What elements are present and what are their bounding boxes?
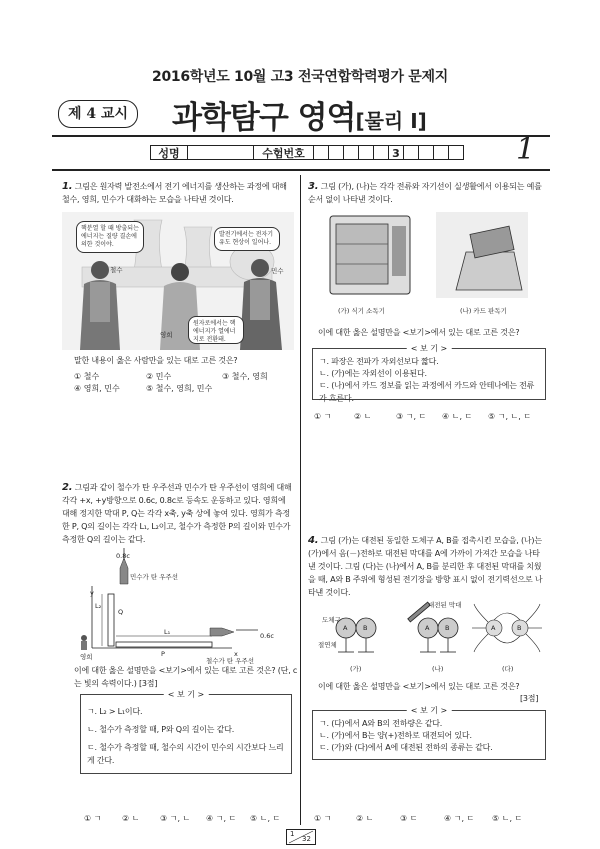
- q4-text: 그림 (가)는 대전된 동일한 도체구 A, B를 접촉시킨 모습을, (나)는 (가)에서 음(－)전하로 대전된 막대를 A에 가까이 가져간 모습을 나타낸 것이다. 그림 (다)는 (나)에서 A, B를 분리한 후 대전된 막대를 치웠을 때, A와 B 주위에 형성된 전기장을 방향 표시 없이 전기력선으로 나타낸 것이다.: [308, 536, 543, 597]
- card-reader-icon: [436, 212, 528, 298]
- name-field[interactable]: [188, 145, 254, 160]
- q3-bogi-title: < 보 기 >: [407, 343, 452, 354]
- label-insulator: 절연체: [318, 641, 337, 649]
- q2-text: 그림과 같이 철수가 탄 우주선과 민수가 탄 우주선이 영희에 대해 각각 +x, +y방향으로 0.6c, 0.8c로 등속도 운동하고 있다. 영희에 대해 정지한 막대 P, Q는 각각 x축, y축 상에 놓여 있다. 영희가 측정한 P, Q의 길이는 각각 L₁, L₂이고, 철수가 측정한 P의 길이와 민수가 측정한 Q의 길이는 같다.: [62, 483, 292, 544]
- q1-choice-2[interactable]: ② 민수: [146, 372, 172, 381]
- q3-number: 3.: [308, 181, 319, 192]
- header-rule: [52, 135, 550, 137]
- label-minsu-ship: 민수가 탄 우주선: [130, 573, 179, 581]
- exam-number-cell[interactable]: [329, 145, 344, 160]
- subject-name: 과학탐구 영역: [172, 100, 356, 136]
- fig-ga: [336, 618, 376, 652]
- q4-figure: [316, 600, 546, 660]
- q2-bogi-3: ㄷ. 철수가 측정할 때, 철수의 시간이 민수의 시간보다 느리게 간다.: [87, 743, 284, 765]
- label-younghee-q2: 영희: [80, 653, 93, 661]
- exam-number-cell[interactable]: [314, 145, 329, 160]
- q3-caption-a: (가) 식기 소독기: [338, 307, 385, 315]
- q1-bubble-left: 핵분열 할 때 방출되는 에너지는 질량 결손에 의한 것이야.: [76, 221, 144, 253]
- label-a-na: A: [425, 624, 430, 632]
- q2-choice-4[interactable]: ④ ㄱ, ㄷ: [206, 814, 237, 823]
- label-08c: 0.8c: [116, 552, 130, 560]
- q4-choice-1[interactable]: ① ㄱ: [314, 814, 332, 823]
- q4-bogi-1: ㄱ. (다)에서 A와 B의 전하량은 같다.: [319, 719, 443, 728]
- q1-stem: [62, 180, 294, 206]
- exam-number-cell[interactable]: [404, 145, 419, 160]
- q3-choice-3[interactable]: ③ ㄱ, ㄷ: [396, 412, 427, 421]
- rocket-minsu-icon: [120, 558, 128, 584]
- q3-stem: [308, 180, 544, 206]
- q3-caption-b: (나) 카드 판독기: [460, 307, 507, 315]
- exam-number-digit: 3: [389, 145, 404, 160]
- footer-page: 1: [290, 830, 295, 838]
- q4-question: 이에 대한 옳은 설명만을 <보기>에서 있는 대로 고른 것은?: [318, 682, 520, 691]
- q4-points: [3점]: [520, 694, 539, 703]
- q3-bogi-3: ㄷ. (나)에서 카드 정보를 읽는 과정에서 카드와 안테나에는 전류가 흐른다.: [319, 381, 535, 403]
- q2-bogi-1: ㄱ. L₂ > L₁이다.: [87, 707, 143, 716]
- q2-stem: [62, 481, 294, 546]
- q3-question: 이에 대한 옳은 설명만을 <보기>에서 있는 대로 고른 것은?: [318, 328, 520, 337]
- q2-choice-3[interactable]: ③ ㄱ, ㄴ: [160, 814, 191, 823]
- q1-text: 그림은 원자력 발전소에서 전기 에너지를 생산하는 과정에 대해 철수, 영희, 민수가 대화하는 모습을 나타낸 것이다.: [62, 182, 287, 204]
- q3-bogi-2: ㄴ. (가)에는 자외선이 이용된다.: [319, 369, 427, 378]
- q2-choice-2[interactable]: ② ㄴ: [122, 814, 140, 823]
- q3-choice-4[interactable]: ④ ㄴ, ㄷ: [442, 412, 473, 421]
- q4-choice-3[interactable]: ③ ㄷ: [400, 814, 418, 823]
- q4-number: 4.: [308, 535, 319, 546]
- q1-choice-5[interactable]: ⑤ 철수, 영희, 민수: [146, 384, 213, 393]
- exam-number-cell[interactable]: [419, 145, 434, 160]
- label-cheolsu: 철수: [110, 266, 123, 274]
- label-l1: L₁: [164, 628, 171, 636]
- label-a-ga: A: [343, 624, 348, 632]
- exam-number-cell[interactable]: [449, 145, 464, 160]
- q4-bogi-2: ㄴ. (가)에서 B는 양(+)전하로 대전되어 있다.: [319, 731, 472, 740]
- q1-bubble-right: 발전기에서는 전자기 유도 현상이 일어나.: [214, 227, 280, 251]
- label-rod: 대전된 막대: [428, 601, 462, 609]
- q1-choice-1[interactable]: ① 철수: [74, 372, 100, 381]
- q2-bogi-title: < 보 기 >: [164, 689, 209, 700]
- subject-sub: [물리 Ⅰ]: [355, 109, 427, 133]
- q4-choice-2[interactable]: ② ㄴ: [356, 814, 374, 823]
- q2-bogi-2: ㄴ. 철수가 측정할 때, P와 Q의 길이는 같다.: [87, 725, 235, 734]
- q3-bogi-1: ㄱ. 파장은 전파가 자외선보다 짧다.: [319, 357, 439, 366]
- exam-number-cell[interactable]: [359, 145, 374, 160]
- q1-bubble-middle: 원자로에서는 핵에너지가 열에너지로 전환돼.: [188, 316, 244, 344]
- q2-choice-5[interactable]: ⑤ ㄴ, ㄷ: [250, 814, 281, 823]
- label-a-da: A: [491, 624, 496, 632]
- exam-number-label: 수험번호: [254, 145, 314, 160]
- rocket-cheolsu-icon: [210, 628, 234, 636]
- q2-question: 이에 대한 옳은 설명만을 <보기>에서 있는 대로 고른 것은? (단, c는 빛의 속력이다.) [3점]: [74, 666, 298, 688]
- exam-info-row: [150, 145, 464, 162]
- person-younghee-small-icon: [81, 635, 87, 650]
- q4-bogi-3: ㄷ. (가)와 (다)에서 A에 대전된 전하의 종류는 같다.: [319, 743, 493, 752]
- label-younghee: 영희: [160, 331, 173, 339]
- subject-title: [172, 92, 427, 137]
- q2-number: 2.: [62, 482, 73, 493]
- label-06c: 0.6c: [260, 632, 274, 640]
- q1-choice-4[interactable]: ④ 영희, 민수: [74, 384, 120, 393]
- q3-choice-2[interactable]: ② ㄴ: [354, 412, 372, 421]
- q4-stem: [308, 534, 546, 599]
- label-conductor: 도체구: [322, 616, 341, 624]
- exam-title: 2016학년도 10월 고3 전국연합학력평가 문제지: [152, 69, 448, 85]
- page-number: 1: [516, 132, 536, 167]
- label-q: Q: [118, 608, 124, 616]
- exam-number-cell[interactable]: [344, 145, 359, 160]
- q4-caption-ga: (가): [350, 665, 362, 673]
- label-y: y: [90, 589, 94, 597]
- q3-choice-1[interactable]: ① ㄱ: [314, 412, 332, 421]
- q1-question: 말한 내용이 옳은 사람만을 있는 대로 고른 것은?: [74, 356, 238, 365]
- q4-caption-na: (나): [432, 665, 444, 673]
- q2-bogi-box: [80, 690, 292, 774]
- label-b-da: B: [517, 624, 522, 632]
- fig-na: [408, 602, 458, 652]
- q3-bogi-box: [312, 344, 546, 403]
- label-cheolsu-ship: 철수가 탄 우주선: [206, 657, 255, 665]
- q4-bogi-title: < 보 기 >: [407, 705, 452, 716]
- label-l2: L₂: [95, 602, 102, 610]
- q4-bogi-box: [312, 706, 546, 760]
- header-rule-bottom: [52, 169, 550, 171]
- label-b-ga: B: [363, 624, 368, 632]
- label-minsu: 민수: [271, 267, 284, 275]
- period-badge: 제 4 교시: [58, 100, 138, 128]
- q2-choice-1[interactable]: ① ㄱ: [84, 814, 102, 823]
- exam-number-cell[interactable]: [434, 145, 449, 160]
- q1-number: 1.: [62, 181, 73, 192]
- exam-number-cell[interactable]: [374, 145, 389, 160]
- q4-choice-5[interactable]: ⑤ ㄴ, ㄷ: [492, 814, 523, 823]
- name-label: 성명: [150, 145, 188, 160]
- fig-da: [472, 604, 542, 652]
- rod-q: [108, 594, 114, 646]
- footer-total: 32: [302, 835, 311, 843]
- q1-choice-3[interactable]: ③ 철수, 영희: [222, 372, 268, 381]
- label-x: x: [234, 650, 238, 658]
- dish-sterilizer-icon: [326, 212, 414, 298]
- q3-choice-5[interactable]: ⑤ ㄱ, ㄴ, ㄷ: [488, 412, 532, 421]
- label-b-na: B: [445, 624, 450, 632]
- footer-page-box: [286, 829, 316, 845]
- label-p: P: [161, 650, 165, 658]
- q4-caption-da: (다): [502, 665, 514, 673]
- q3-text: 그림 (가), (나)는 각각 전류와 자기선이 실생활에서 이용되는 예를 순서 없이 나타낸 것이다.: [308, 182, 542, 204]
- q4-choice-4[interactable]: ④ ㄱ, ㄷ: [444, 814, 475, 823]
- rod-p: [116, 642, 212, 647]
- column-divider: [300, 175, 301, 825]
